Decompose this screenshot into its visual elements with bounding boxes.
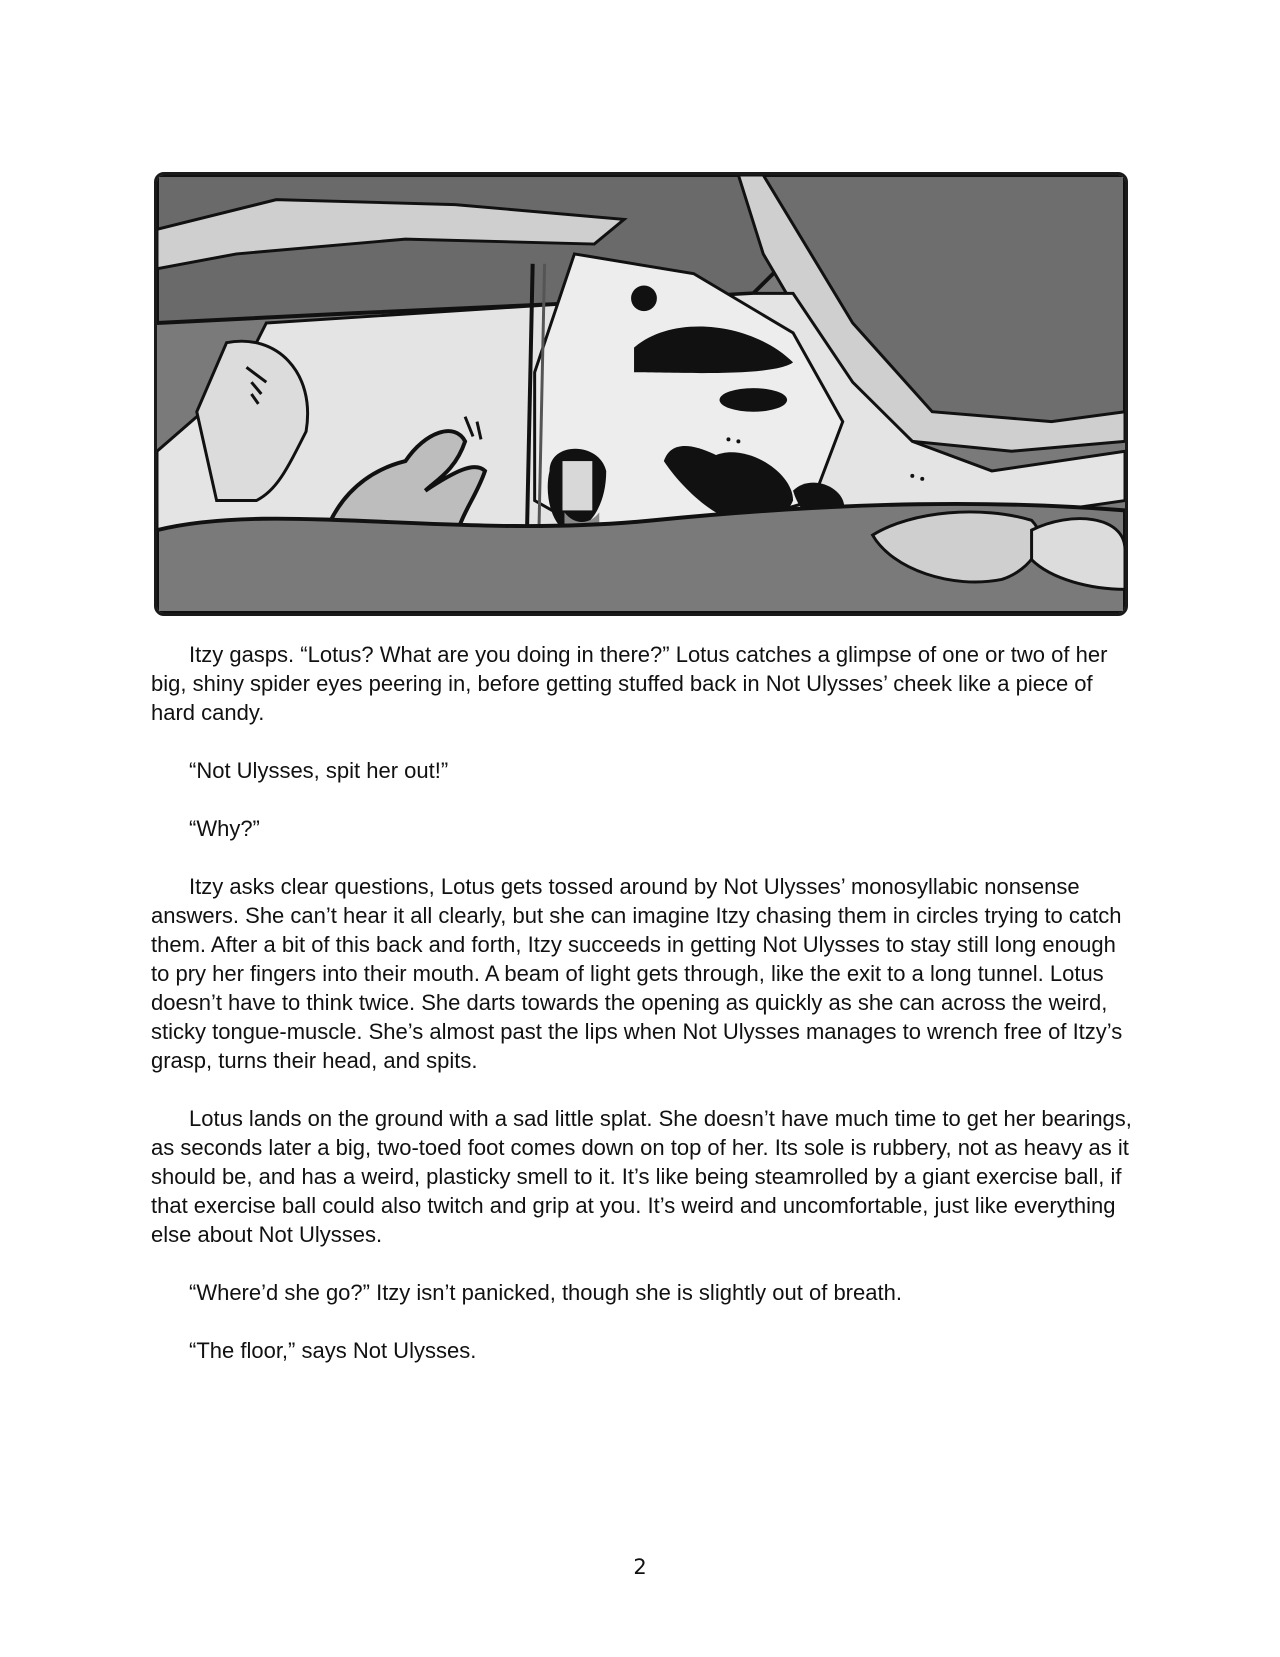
- story-text: [151, 640, 1136, 1394]
- paragraph: “Where’d she go?” Itzy isn’t panicked, though she is slightly out of breath.: [189, 1280, 902, 1305]
- paragraph: Itzy asks clear questions, Lotus gets tossed around by Not Ulysses’ monosyllabic nonsense answers. She can’t hear it all clearly, but she can imagine Itzy chasing them in circles trying to catch them. After a bit of this back and forth, Itzy succeeds in getting Not Ulysses to stay still long enough to pry her fingers into their mouth. A beam of light gets through, like the exit to a long tunnel. Lotus doesn’t have to think twice. She darts towards the opening as quickly as she can across the weird, sticky tongue-muscle. She’s almost past the lips when Not Ulysses manages to wrench free of Itzy’s grasp, turns their head, and spits.: [151, 874, 1123, 1073]
- page-number: 2: [633, 1555, 647, 1579]
- paragraph: Itzy gasps. “Lotus? What are you doing in there?” Lotus catches a glimpse of one or two of her big, shiny spider eyes peering in, before getting stuffed back in Not Ulysses’ cheek like a piece of hard candy.: [151, 642, 1108, 725]
- paragraph: Lotus lands on the ground with a sad little splat. She doesn’t have much time to get her bearings, as seconds later a big, two-toed foot comes down on top of her. Its sole is rubbery, not as heavy as it should be, and has a weird, plasticky smell to it. It’s like being steamrolled by a giant exercise ball, if that exercise ball could also twitch and grip at you. It’s weird and uncomfortable, just like everything else about Not Ulysses.: [151, 1106, 1132, 1247]
- paragraph: “Why?”: [189, 816, 260, 841]
- paragraph: “Not Ulysses, spit her out!”: [189, 758, 449, 783]
- comic-panel: [154, 172, 1128, 616]
- comic-panel-illustration: [157, 175, 1125, 613]
- paragraph: “The floor,” says Not Ulysses.: [189, 1338, 477, 1363]
